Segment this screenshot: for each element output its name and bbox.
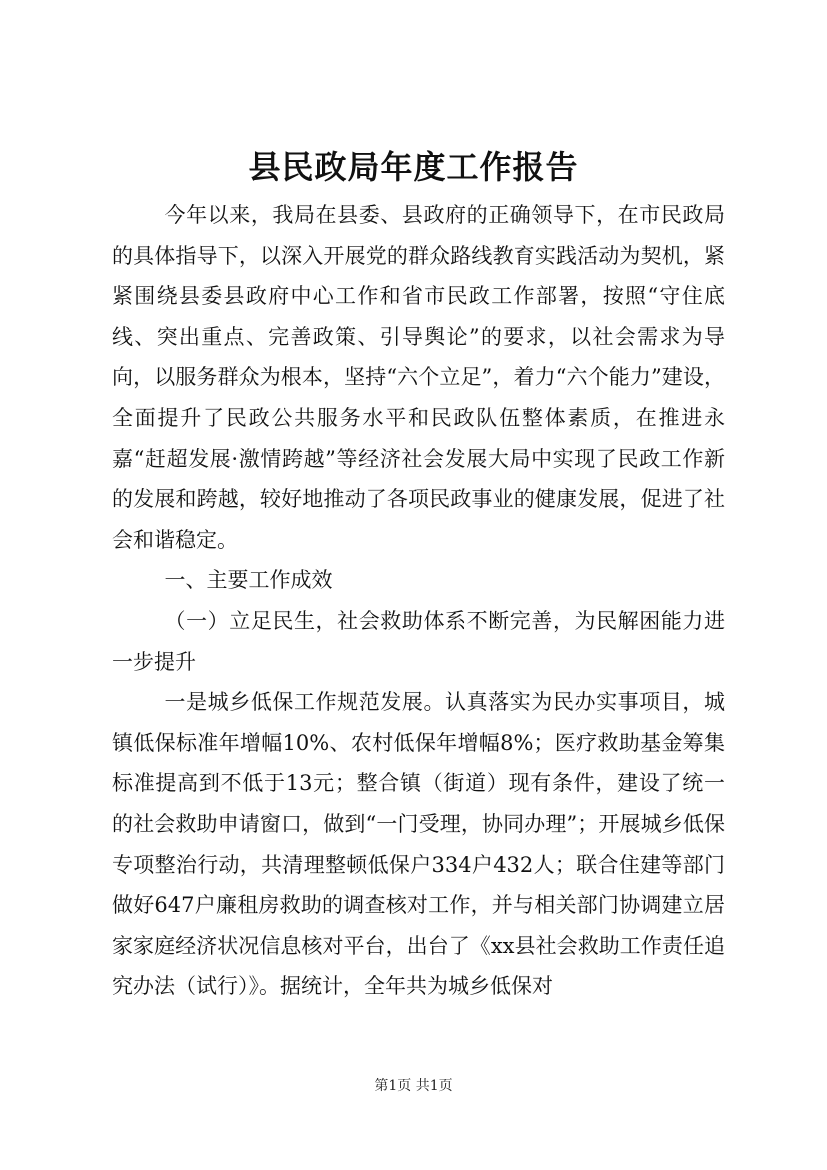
document-body — [112, 195, 725, 1007]
section-heading: 一、主要工作成效 — [164, 568, 333, 593]
body-paragraph: 一是城乡低保工作规范发展。认真落实为民办实事项目，城镇低保标准年增幅10%、农村低保年增幅8%；医疗救助基金筹集标准提高到不低于13元；整合镇（街道）现有条件，建设了统一的社会救助申请窗口，做到“一门受理，协同办理”；开展城乡低保专项整治行动，共清理整顿低保户334户432人；联合住建等部门做好647户廉租房救助的调查核对工作，并与相关部门协调建立居家家庭经济状况信息核对平台，出台了《xx县社会救助工作责任追究办法（试行）》。据统计，全年共为城乡低保对 — [112, 690, 725, 999]
subsection-heading: （一）立足民生，社会救助体系不断完善，为民解困能力进一步提升 — [112, 608, 725, 674]
document-title: 县民政局年度工作报告 — [248, 148, 579, 186]
intro-paragraph: 今年以来，我局在县委、县政府的正确领导下，在市民政局的具体指导下，以深入开展党的群众路线教育实践活动为契机，紧紧围绕县委县政府中心工作和省市民政工作部署，按照“守住底线、突出重点、完善政策、引导舆论”的要求，以社会需求为导向，以服务群众为根本，坚持“六个立足”，着力“六个能力”建设，全面提升了民政公共服务水平和民政队伍整体素质，在推进永嘉“赶超发展·激情跨越”等经济社会发展大局中实现了民政工作新的发展和跨越，较好地推动了各项民政事业的健康发展，促进了社会和谐稳定。 — [112, 203, 725, 552]
page-footer: 第1页 共1页 — [374, 1078, 453, 1094]
